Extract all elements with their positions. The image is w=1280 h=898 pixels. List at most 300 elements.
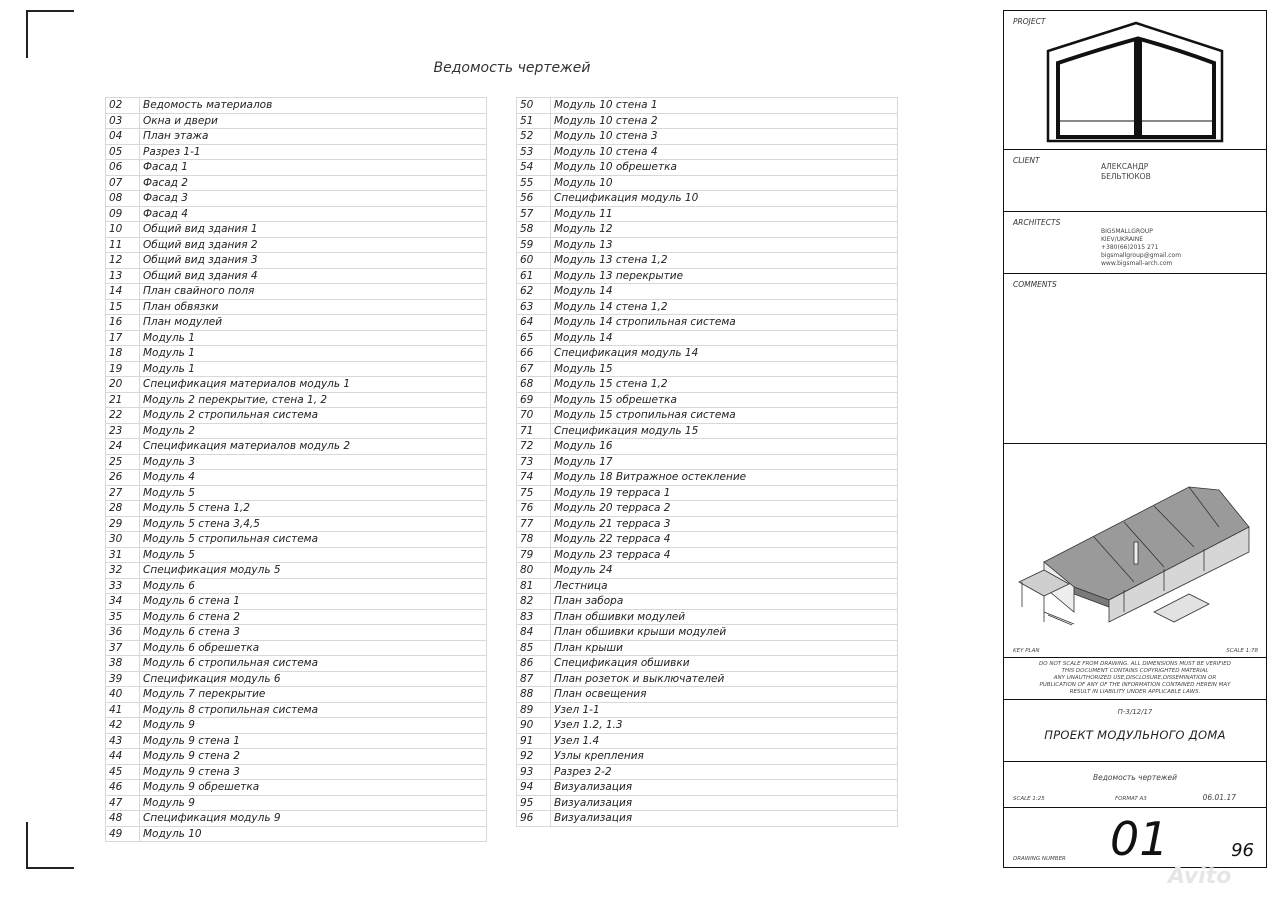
client-name-line1: АЛЕКСАНДР	[1101, 162, 1149, 171]
sheet-number: 52	[517, 129, 551, 145]
sheet-title: Модуль 2 стропильная система	[140, 408, 487, 424]
sheet-title: Модуль 12	[551, 222, 898, 238]
sheet-title: План забора	[551, 594, 898, 610]
sheet-number: 76	[517, 501, 551, 517]
project-name-section	[1004, 699, 1266, 761]
sheet-number: 63	[517, 299, 551, 315]
list-row	[517, 268, 898, 284]
list-row	[106, 222, 487, 238]
sheet-number: 08	[106, 191, 140, 207]
sheet-title: Спецификация модуль 10	[551, 191, 898, 207]
sheet-title: Модуль 5 стена 1,2	[140, 501, 487, 517]
sheet-title: Общий вид здания 1	[140, 222, 487, 238]
sheet-number: 42	[106, 718, 140, 734]
list-row	[106, 408, 487, 424]
sheet-number: 73	[517, 454, 551, 470]
list-row	[517, 330, 898, 346]
sheet-title: Модуль 6	[140, 578, 487, 594]
list-row	[517, 516, 898, 532]
arch-line-2: KIEV/UKRAINE	[1101, 236, 1144, 243]
sheet-number: 66	[517, 346, 551, 362]
sheet-number: 12	[106, 253, 140, 269]
list-row	[106, 253, 487, 269]
crop-mark-bottom-left-v	[26, 822, 28, 868]
watermark-logo: Avito	[1168, 864, 1232, 889]
comments-label: COMMENTS	[1013, 280, 1057, 289]
list-row	[517, 299, 898, 315]
sheet-number: 47	[106, 795, 140, 811]
list-row	[517, 191, 898, 207]
arch-line-1: BIGSMALLGROUP	[1101, 228, 1153, 235]
sheet-number: 54	[517, 160, 551, 176]
list-row	[106, 764, 487, 780]
drawing-number-label: DRAWING NUMBER	[1013, 856, 1066, 862]
project-name: ПРОЕКТ МОДУЛЬНОГО ДОМА	[1044, 728, 1226, 742]
list-row	[517, 702, 898, 718]
list-row	[517, 780, 898, 796]
sheet-number: 34	[106, 594, 140, 610]
list-row	[517, 532, 898, 548]
sheet-title: Модуль 18 Витражное остекление	[551, 470, 898, 486]
list-row	[106, 594, 487, 610]
sheet-number: 72	[517, 439, 551, 455]
list-row	[106, 315, 487, 331]
sheet-number: 84	[517, 625, 551, 641]
list-row	[106, 516, 487, 532]
sheet-number: 67	[517, 361, 551, 377]
total-sheets: 96	[1231, 840, 1254, 861]
list-row	[517, 609, 898, 625]
sheet-title: Модуль 4	[140, 470, 487, 486]
sheet-title: Визуализация	[551, 811, 898, 827]
sheet-title: Общий вид здания 2	[140, 237, 487, 253]
list-row	[106, 439, 487, 455]
list-row	[517, 315, 898, 331]
sheet-title: Модуль 10 стена 3	[551, 129, 898, 145]
sheet-title: Лестница	[551, 578, 898, 594]
sheet-number: 15	[106, 299, 140, 315]
sheet-number: 51	[517, 113, 551, 129]
sheet-title: Модуль 15 стена 1,2	[551, 377, 898, 393]
sheet-title: Спецификация модуль 6	[140, 671, 487, 687]
sheet-title: Модуль 9	[140, 718, 487, 734]
sheet-title: План модулей	[140, 315, 487, 331]
list-row	[106, 640, 487, 656]
sheet-number: 02	[106, 98, 140, 114]
sheet-title: Модуль 14 стена 1,2	[551, 299, 898, 315]
comments-section	[1004, 273, 1266, 443]
sheet-number: 36	[106, 625, 140, 641]
list-row	[106, 206, 487, 222]
sheet-title: Фасад 3	[140, 191, 487, 207]
sheet-title: Модуль 9	[140, 795, 487, 811]
sheet-title: План обшивки крыши модулей	[551, 625, 898, 641]
sheet-title: Модуль 17	[551, 454, 898, 470]
sheet-number: 13	[106, 268, 140, 284]
building-isometric-illustration	[1014, 472, 1258, 637]
list-row	[106, 485, 487, 501]
list-row	[517, 625, 898, 641]
sheet-title: План крыши	[551, 640, 898, 656]
sheet-title: Модуль 14	[551, 330, 898, 346]
architects-section	[1004, 211, 1266, 273]
sheet-title: Модуль 23 терраса 4	[551, 547, 898, 563]
sheet-number: 75	[517, 485, 551, 501]
client-name-line2: БЕЛЬТЮКОВ	[1101, 172, 1151, 181]
sheet-title: Спецификация материалов модуль 1	[140, 377, 487, 393]
list-row	[517, 237, 898, 253]
title-block	[1003, 10, 1267, 868]
disclaimer-line-5: RESULT IN LIABILITY UNDER APPLICABLE LAWS.	[1069, 689, 1201, 695]
client-label: CLIENT	[1013, 156, 1040, 165]
sheet-number: 41	[106, 702, 140, 718]
sheet-number: 92	[517, 749, 551, 765]
sheet-title: План свайного поля	[140, 284, 487, 300]
sheet-title: Фасад 2	[140, 175, 487, 191]
sheet-title: Узлы крепления	[551, 749, 898, 765]
sheet-title-section	[1004, 761, 1266, 807]
sheet-number: 82	[517, 594, 551, 610]
list-row	[106, 501, 487, 517]
disclaimer-line-3: ANY UNAUTHORIZED USE,DISCLOSURE,DISSEMINATION OR	[1053, 675, 1217, 681]
sheet-number: 56	[517, 191, 551, 207]
sheet-title: Модуль 10 обрешетка	[551, 160, 898, 176]
list-row	[106, 113, 487, 129]
list-row	[517, 687, 898, 703]
sheet-title: Модуль 16	[551, 439, 898, 455]
list-row	[106, 687, 487, 703]
list-row	[106, 98, 487, 114]
sheet-number: 06	[106, 160, 140, 176]
sheet-number: 94	[517, 780, 551, 796]
sheet-number: 46	[106, 780, 140, 796]
sheet-number: 16	[106, 315, 140, 331]
list-row	[517, 671, 898, 687]
list-row	[517, 284, 898, 300]
sheet-number: 38	[106, 656, 140, 672]
list-row	[106, 470, 487, 486]
sheet-title: Общий вид здания 3	[140, 253, 487, 269]
sheet-title: Модуль 14	[551, 284, 898, 300]
sheet-title: Спецификация модуль 5	[140, 563, 487, 579]
list-row	[106, 377, 487, 393]
sheet-number: 58	[517, 222, 551, 238]
architects-label: ARCHITECTS	[1013, 218, 1061, 227]
sheet-title: Модуль 6 обрешетка	[140, 640, 487, 656]
sheet-number: 22	[106, 408, 140, 424]
sheet-title: Модуль 20 терраса 2	[551, 501, 898, 517]
list-row	[106, 392, 487, 408]
sheet-number: 49	[106, 826, 140, 842]
sheet-title: Модуль 6 стена 1	[140, 594, 487, 610]
sheet-number: 32	[106, 563, 140, 579]
sheet-number: 35	[106, 609, 140, 625]
sheet-title: Модуль 9 обрешетка	[140, 780, 487, 796]
list-row	[106, 160, 487, 176]
sheet-title: Спецификация модуль 15	[551, 423, 898, 439]
sheet-title: Модуль 1	[140, 346, 487, 362]
sheet-number: 11	[106, 237, 140, 253]
list-row	[517, 175, 898, 191]
list-row	[106, 284, 487, 300]
list-row	[517, 501, 898, 517]
sheet-title: Модуль 8 стропильная система	[140, 702, 487, 718]
sheet-number: 17	[106, 330, 140, 346]
sheet-number: 78	[517, 532, 551, 548]
list-row	[106, 826, 487, 842]
house-logo-icon	[1044, 21, 1230, 146]
sheet-title: Модуль 19 терраса 1	[551, 485, 898, 501]
list-row	[106, 749, 487, 765]
list-row	[517, 439, 898, 455]
sheet-title: Фасад 4	[140, 206, 487, 222]
sheet-number: 90	[517, 718, 551, 734]
sheet-number: 18	[106, 346, 140, 362]
sheet-title: Спецификация модуль 14	[551, 346, 898, 362]
crop-mark-top-left-v	[26, 10, 28, 58]
list-row	[106, 671, 487, 687]
sheet-title: Модуль 9 стена 1	[140, 733, 487, 749]
list-row	[106, 175, 487, 191]
sheet-number: 05	[106, 144, 140, 160]
list-row	[517, 811, 898, 827]
list-row	[106, 811, 487, 827]
sheet-number: 95	[517, 795, 551, 811]
list-row	[517, 733, 898, 749]
sheet-title: Модуль 15	[551, 361, 898, 377]
list-row	[517, 377, 898, 393]
sheet-title: Узел 1-1	[551, 702, 898, 718]
sheet-title: Модуль 10	[140, 826, 487, 842]
sheet-number: 31	[106, 547, 140, 563]
list-row	[106, 578, 487, 594]
sheet-title: Модуль 15 стропильная система	[551, 408, 898, 424]
sheet-number: 59	[517, 237, 551, 253]
sheet-title: План обшивки модулей	[551, 609, 898, 625]
sheet-number: 61	[517, 268, 551, 284]
list-row	[106, 733, 487, 749]
sheet-number: 74	[517, 470, 551, 486]
sheet-title: Модуль 10 стена 1	[551, 98, 898, 114]
arch-line-5: www.bigsmall-arch.com	[1101, 260, 1173, 267]
sheet-number: 87	[517, 671, 551, 687]
sheet-number: 50	[517, 98, 551, 114]
sheet-number: 03	[106, 113, 140, 129]
key-plan-label: KEY PLAN	[1013, 648, 1040, 654]
list-row	[106, 299, 487, 315]
sheet-number: 85	[517, 640, 551, 656]
list-row	[106, 532, 487, 548]
sheet-number: 81	[517, 578, 551, 594]
list-row	[517, 764, 898, 780]
sheet-number: 14	[106, 284, 140, 300]
sheet-format: FORMAT A3	[1115, 796, 1147, 802]
sheet-title: Модуль 2	[140, 423, 487, 439]
list-row	[517, 563, 898, 579]
sheet-title: Узел 1.2, 1.3	[551, 718, 898, 734]
sheet-number: 70	[517, 408, 551, 424]
sheet-title: Модуль 5 стена 3,4,5	[140, 516, 487, 532]
list-row	[517, 749, 898, 765]
sheet-title: Спецификация материалов модуль 2	[140, 439, 487, 455]
sheet-title: Спецификация модуль 9	[140, 811, 487, 827]
sheet-title: Визуализация	[551, 780, 898, 796]
list-row	[517, 795, 898, 811]
sheet-title: Модуль 5	[140, 547, 487, 563]
list-row	[106, 547, 487, 563]
sheet-title: Модуль 6 стена 2	[140, 609, 487, 625]
sheet-title: Ведомость чертежей	[1092, 773, 1178, 782]
sheet-title: Модуль 2 перекрытие, стена 1, 2	[140, 392, 487, 408]
sheet-number: 96	[517, 811, 551, 827]
list-row	[106, 144, 487, 160]
sheet-title: Модуль 10 стена 2	[551, 113, 898, 129]
sheet-number: 28	[106, 501, 140, 517]
list-row	[106, 237, 487, 253]
sheet-title: Модуль 9 стена 2	[140, 749, 487, 765]
sheet-date: 06.01.17	[1202, 793, 1236, 802]
arch-line-4: bigsmallgroup@gmail.com	[1101, 252, 1182, 259]
disclaimer-line-4: PUBLICATION OF ANY OF THE INFORMATION CONTAINED HEREIN MAY	[1039, 682, 1231, 688]
sheet-number: 19	[106, 361, 140, 377]
list-row	[517, 346, 898, 362]
sheet-title: Модуль 6 стропильная система	[140, 656, 487, 672]
sheet-number: 25	[106, 454, 140, 470]
sheet-number: 68	[517, 377, 551, 393]
list-row	[517, 98, 898, 114]
sheet-number: 77	[517, 516, 551, 532]
list-row	[517, 547, 898, 563]
sheet-title: Модуль 11	[551, 206, 898, 222]
sheet-title: Модуль 24	[551, 563, 898, 579]
sheet-number: 65	[517, 330, 551, 346]
list-row	[517, 253, 898, 269]
list-row	[106, 656, 487, 672]
drawing-number-section	[1004, 807, 1266, 869]
sheet-title: Модуль 22 терраса 4	[551, 532, 898, 548]
drawing-list-right	[516, 97, 898, 827]
sheet-title: Модуль 1	[140, 361, 487, 377]
list-row	[106, 718, 487, 734]
sheet-title: Модуль 5	[140, 485, 487, 501]
sheet-number: 04	[106, 129, 140, 145]
client-section	[1004, 149, 1266, 211]
list-row	[517, 392, 898, 408]
sheet-number: 37	[106, 640, 140, 656]
sheet-number: 83	[517, 609, 551, 625]
list-row	[517, 113, 898, 129]
list-row	[517, 718, 898, 734]
sheet-title: Разрез 2-2	[551, 764, 898, 780]
sheet-title: Модуль 9 стена 3	[140, 764, 487, 780]
sheet-title: Модуль 14 стропильная система	[551, 315, 898, 331]
list-row	[106, 191, 487, 207]
drawing-list-left	[105, 97, 487, 842]
sheet-title: Модуль 10 стена 4	[551, 144, 898, 160]
sheet-title: Ведомость материалов	[140, 98, 487, 114]
list-row	[517, 470, 898, 486]
sheet-title: Модуль 13 стена 1,2	[551, 253, 898, 269]
sheet-number: 26	[106, 470, 140, 486]
sheet-title: Модуль 21 терраса 3	[551, 516, 898, 532]
list-row	[517, 408, 898, 424]
arch-line-3: +380(66)2015 271	[1101, 244, 1159, 251]
sheet-number: 30	[106, 532, 140, 548]
list-row	[517, 129, 898, 145]
sheet-number: 48	[106, 811, 140, 827]
list-row	[517, 640, 898, 656]
sheet-number: 53	[517, 144, 551, 160]
sheet-title: Модуль 7 перекрытие	[140, 687, 487, 703]
drawing-number: 01	[1110, 812, 1169, 866]
sheet-number: 60	[517, 253, 551, 269]
list-row	[106, 609, 487, 625]
sheet-number: 43	[106, 733, 140, 749]
sheet-number: 21	[106, 392, 140, 408]
list-row	[106, 129, 487, 145]
sheet-title: Спецификация обшивки	[551, 656, 898, 672]
list-row	[106, 454, 487, 470]
sheet-title: Визуализация	[551, 795, 898, 811]
sheet-title: Модуль 15 обрешетка	[551, 392, 898, 408]
list-row	[517, 222, 898, 238]
sheet-number: 62	[517, 284, 551, 300]
sheet-number: 93	[517, 764, 551, 780]
list-row	[106, 702, 487, 718]
sheet-number: 40	[106, 687, 140, 703]
crop-mark-bottom-left-h	[26, 867, 74, 869]
list-row	[106, 563, 487, 579]
sheet-number: 64	[517, 315, 551, 331]
sheet-number: 71	[517, 423, 551, 439]
sheet-number: 29	[106, 516, 140, 532]
sheet-number: 89	[517, 702, 551, 718]
sheet-title: Модуль 3	[140, 454, 487, 470]
list-row	[106, 268, 487, 284]
key-plan-scale: SCALE 1:78	[1226, 648, 1258, 654]
sheet-title: Модуль 13	[551, 237, 898, 253]
disclaimer-line-1: DO NOT SCALE FROM DRAWING. ALL DIMENSIONS MUST BE VERIFIED	[1039, 661, 1231, 667]
sheet-number: 39	[106, 671, 140, 687]
sheet-title: Модуль 13 перекрытие	[551, 268, 898, 284]
sheet-heading: Ведомость чертежей	[433, 60, 591, 76]
sheet-title: Фасад 1	[140, 160, 487, 176]
sheet-number: 86	[517, 656, 551, 672]
list-row	[517, 485, 898, 501]
list-row	[517, 361, 898, 377]
list-row	[517, 423, 898, 439]
sheet-number: 69	[517, 392, 551, 408]
list-row	[517, 206, 898, 222]
sheet-title: Модуль 10	[551, 175, 898, 191]
sheet-scale: SCALE 1:25	[1013, 796, 1045, 802]
sheet-number: 80	[517, 563, 551, 579]
list-row	[106, 330, 487, 346]
disclaimer-line-2: THIS DOCUMENT CONTAINS COPYRIGHTED MATERIAL	[1061, 668, 1209, 674]
list-row	[517, 656, 898, 672]
sheet-number: 07	[106, 175, 140, 191]
sheet-number: 10	[106, 222, 140, 238]
list-row	[106, 423, 487, 439]
sheet-number: 24	[106, 439, 140, 455]
sheet-title: Разрез 1-1	[140, 144, 487, 160]
list-row	[106, 346, 487, 362]
sheet-number: 09	[106, 206, 140, 222]
sheet-title: План этажа	[140, 129, 487, 145]
list-row	[517, 454, 898, 470]
sheet-title: План освещения	[551, 687, 898, 703]
sheet-number: 57	[517, 206, 551, 222]
